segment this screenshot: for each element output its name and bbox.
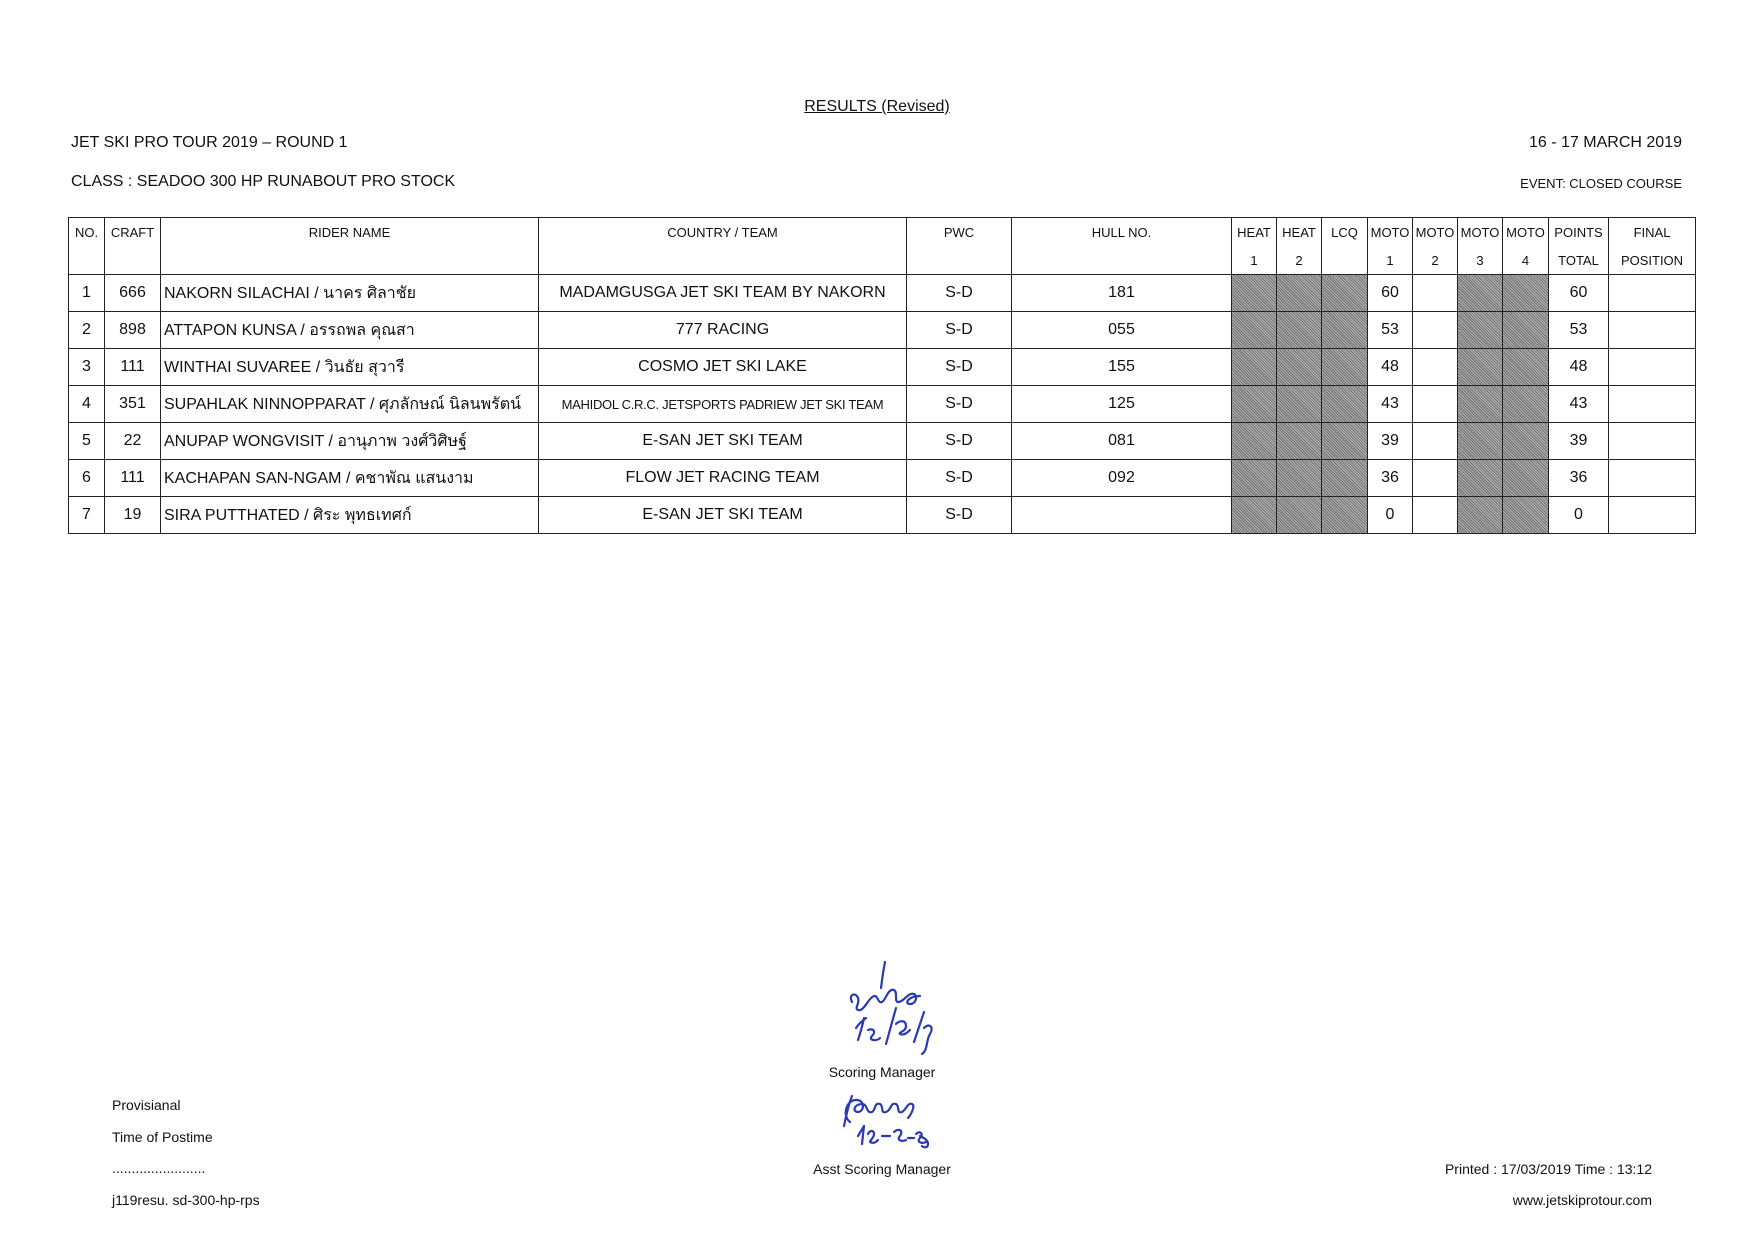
cell-heat1 xyxy=(1232,423,1277,460)
cell-points-total: 0 xyxy=(1549,497,1609,534)
cell-final-position xyxy=(1609,349,1696,386)
cell-lcq xyxy=(1322,386,1368,423)
cell-lcq xyxy=(1322,423,1368,460)
cell-moto3 xyxy=(1458,386,1503,423)
results-table xyxy=(68,217,1696,534)
cell-points-total: 53 xyxy=(1549,312,1609,349)
cell-country-team: COSMO JET SKI LAKE xyxy=(539,349,907,386)
cell-moto2 xyxy=(1413,497,1458,534)
cell-no: 1 xyxy=(69,275,105,312)
header-heat2: HEAT xyxy=(1277,218,1322,247)
cell-no: 3 xyxy=(69,349,105,386)
cell-points-total: 36 xyxy=(1549,460,1609,497)
table-row xyxy=(69,386,1696,423)
cell-moto1: 48 xyxy=(1368,349,1413,386)
cell-rider-name: NAKORN SILACHAI / นาคร ศิลาชัย xyxy=(161,275,539,312)
postime-blank: ........................ xyxy=(112,1160,206,1176)
cell-moto1: 43 xyxy=(1368,386,1413,423)
cell-rider-name: ANUPAP WONGVISIT / อานุภาพ วงศ์วิศิษฐ์ xyxy=(161,423,539,460)
cell-heat2 xyxy=(1277,312,1322,349)
cell-heat2 xyxy=(1277,386,1322,423)
cell-no: 6 xyxy=(69,460,105,497)
event-type: EVENT: CLOSED COURSE xyxy=(1520,176,1682,191)
header-moto1: MOTO xyxy=(1368,218,1413,247)
header-points-total: TOTAL xyxy=(1549,246,1609,275)
cell-moto4 xyxy=(1503,460,1549,497)
cell-moto4 xyxy=(1503,312,1549,349)
cell-moto1: 60 xyxy=(1368,275,1413,312)
time-of-postime-label: Time of Postime xyxy=(112,1129,213,1145)
cell-moto3 xyxy=(1458,349,1503,386)
cell-points-total: 39 xyxy=(1549,423,1609,460)
cell-craft: 22 xyxy=(105,423,161,460)
header-hull-no: HULL NO. xyxy=(1012,218,1232,275)
header-heat1: HEAT xyxy=(1232,218,1277,247)
event-name: JET SKI PRO TOUR 2019 – ROUND 1 xyxy=(71,134,348,151)
cell-moto2 xyxy=(1413,386,1458,423)
cell-heat2 xyxy=(1277,275,1322,312)
header-final: FINAL xyxy=(1609,218,1696,247)
header-final-position: POSITION xyxy=(1609,246,1696,275)
header-country-team: COUNTRY / TEAM xyxy=(539,218,907,275)
header-lcq-blank xyxy=(1322,246,1368,275)
cell-moto3 xyxy=(1458,423,1503,460)
cell-heat2 xyxy=(1277,460,1322,497)
cell-rider-name: SIRA PUTTHATED / ศิระ พุทธเทศก์ xyxy=(161,497,539,534)
header-moto3: MOTO xyxy=(1458,218,1503,247)
cell-country-team: E-SAN JET SKI TEAM xyxy=(539,497,907,534)
header-moto2-num: 2 xyxy=(1413,246,1458,275)
cell-moto1: 36 xyxy=(1368,460,1413,497)
cell-moto4 xyxy=(1503,275,1549,312)
header-points: POINTS xyxy=(1549,218,1609,247)
cell-moto2 xyxy=(1413,349,1458,386)
cell-hull-no: 055 xyxy=(1012,312,1232,349)
header-heat1-num: 1 xyxy=(1232,246,1277,275)
cell-lcq xyxy=(1322,460,1368,497)
cell-rider-name: KACHAPAN SAN-NGAM / คชาพัณ แสนงาม xyxy=(161,460,539,497)
cell-moto2 xyxy=(1413,423,1458,460)
cell-craft: 898 xyxy=(105,312,161,349)
class-label: CLASS : SEADOO 300 HP RUNABOUT PRO STOCK xyxy=(71,173,456,190)
cell-rider-name: ATTAPON KUNSA / อรรถพล คุณสา xyxy=(161,312,539,349)
table-row xyxy=(69,275,1696,312)
cell-pwc: S-D xyxy=(907,349,1012,386)
table-row xyxy=(69,312,1696,349)
cell-hull-no xyxy=(1012,497,1232,534)
cell-hull-no: 081 xyxy=(1012,423,1232,460)
cell-no: 4 xyxy=(69,386,105,423)
cell-final-position xyxy=(1609,275,1696,312)
cell-pwc: S-D xyxy=(907,423,1012,460)
cell-heat2 xyxy=(1277,423,1322,460)
printed-timestamp: Printed : 17/03/2019 Time : 13:12 xyxy=(1444,1161,1652,1177)
cell-craft: 19 xyxy=(105,497,161,534)
cell-points-total: 60 xyxy=(1549,275,1609,312)
cell-country-team: 777 RACING xyxy=(539,312,907,349)
file-code: j119resu. sd-300-hp-rps xyxy=(112,1192,260,1208)
cell-heat2 xyxy=(1277,349,1322,386)
asst-scoring-manager-signature xyxy=(836,1086,936,1152)
cell-moto3 xyxy=(1458,275,1503,312)
cell-craft: 351 xyxy=(105,386,161,423)
cell-moto3 xyxy=(1458,312,1503,349)
cell-hull-no: 092 xyxy=(1012,460,1232,497)
cell-moto3 xyxy=(1458,497,1503,534)
cell-craft: 111 xyxy=(105,349,161,386)
cell-no: 5 xyxy=(69,423,105,460)
cell-country-team: FLOW JET RACING TEAM xyxy=(539,460,907,497)
asst-scoring-manager-label: Asst Scoring Manager xyxy=(813,1161,951,1177)
cell-heat1 xyxy=(1232,386,1277,423)
cell-moto2 xyxy=(1413,275,1458,312)
cell-heat1 xyxy=(1232,349,1277,386)
cell-lcq xyxy=(1322,275,1368,312)
cell-moto2 xyxy=(1413,312,1458,349)
cell-moto4 xyxy=(1503,423,1549,460)
website: www.jetskiprotour.com xyxy=(1512,1192,1652,1208)
cell-lcq xyxy=(1322,312,1368,349)
cell-pwc: S-D xyxy=(907,386,1012,423)
cell-pwc: S-D xyxy=(907,312,1012,349)
cell-pwc: S-D xyxy=(907,275,1012,312)
cell-pwc: S-D xyxy=(907,460,1012,497)
cell-points-total: 43 xyxy=(1549,386,1609,423)
cell-heat1 xyxy=(1232,497,1277,534)
header-moto3-num: 3 xyxy=(1458,246,1503,275)
cell-lcq xyxy=(1322,349,1368,386)
provisional-label: Provisianal xyxy=(112,1097,181,1113)
cell-no: 2 xyxy=(69,312,105,349)
results-body xyxy=(69,275,1696,534)
cell-final-position xyxy=(1609,497,1696,534)
cell-heat1 xyxy=(1232,275,1277,312)
cell-hull-no: 155 xyxy=(1012,349,1232,386)
header-lcq: LCQ xyxy=(1322,218,1368,247)
cell-final-position xyxy=(1609,312,1696,349)
header-no: NO. xyxy=(69,218,105,275)
cell-lcq xyxy=(1322,497,1368,534)
cell-final-position xyxy=(1609,423,1696,460)
cell-final-position xyxy=(1609,460,1696,497)
cell-rider-name: WINTHAI SUVAREE / วินธัย สุวารี xyxy=(161,349,539,386)
cell-craft: 111 xyxy=(105,460,161,497)
cell-no: 7 xyxy=(69,497,105,534)
header-moto4-num: 4 xyxy=(1503,246,1549,275)
event-dates: 16 - 17 MARCH 2019 xyxy=(1529,134,1682,151)
header-pwc: PWC xyxy=(907,218,1012,275)
cell-moto1: 0 xyxy=(1368,497,1413,534)
cell-country-team: MAHIDOL C.R.C. JETSPORTS PADRIEW JET SKI TEAM xyxy=(539,386,907,423)
page-title: RESULTS (Revised) xyxy=(804,98,950,115)
cell-heat1 xyxy=(1232,460,1277,497)
table-row xyxy=(69,460,1696,497)
table-row xyxy=(69,497,1696,534)
cell-final-position xyxy=(1609,386,1696,423)
cell-moto3 xyxy=(1458,460,1503,497)
cell-moto4 xyxy=(1503,497,1549,534)
cell-hull-no: 125 xyxy=(1012,386,1232,423)
cell-moto2 xyxy=(1413,460,1458,497)
cell-heat1 xyxy=(1232,312,1277,349)
cell-moto1: 53 xyxy=(1368,312,1413,349)
scoring-manager-signature xyxy=(838,958,938,1058)
header-moto2: MOTO xyxy=(1413,218,1458,247)
cell-craft: 666 xyxy=(105,275,161,312)
cell-country-team: MADAMGUSGA JET SKI TEAM BY NAKORN xyxy=(539,275,907,312)
header-rider-name: RIDER NAME xyxy=(161,218,539,275)
header-moto1-num: 1 xyxy=(1368,246,1413,275)
header-craft: CRAFT xyxy=(105,218,161,275)
cell-country-team: E-SAN JET SKI TEAM xyxy=(539,423,907,460)
cell-heat2 xyxy=(1277,497,1322,534)
cell-hull-no: 181 xyxy=(1012,275,1232,312)
scoring-manager-label: Scoring Manager xyxy=(828,1064,936,1080)
header-heat2-num: 2 xyxy=(1277,246,1322,275)
cell-pwc: S-D xyxy=(907,497,1012,534)
table-row xyxy=(69,423,1696,460)
cell-rider-name: SUPAHLAK NINNOPPARAT / ศุภลักษณ์ นิลนพรัตน์ xyxy=(161,386,539,423)
cell-moto4 xyxy=(1503,386,1549,423)
cell-moto4 xyxy=(1503,349,1549,386)
cell-moto1: 39 xyxy=(1368,423,1413,460)
table-row xyxy=(69,349,1696,386)
cell-points-total: 48 xyxy=(1549,349,1609,386)
header-moto4: MOTO xyxy=(1503,218,1549,247)
